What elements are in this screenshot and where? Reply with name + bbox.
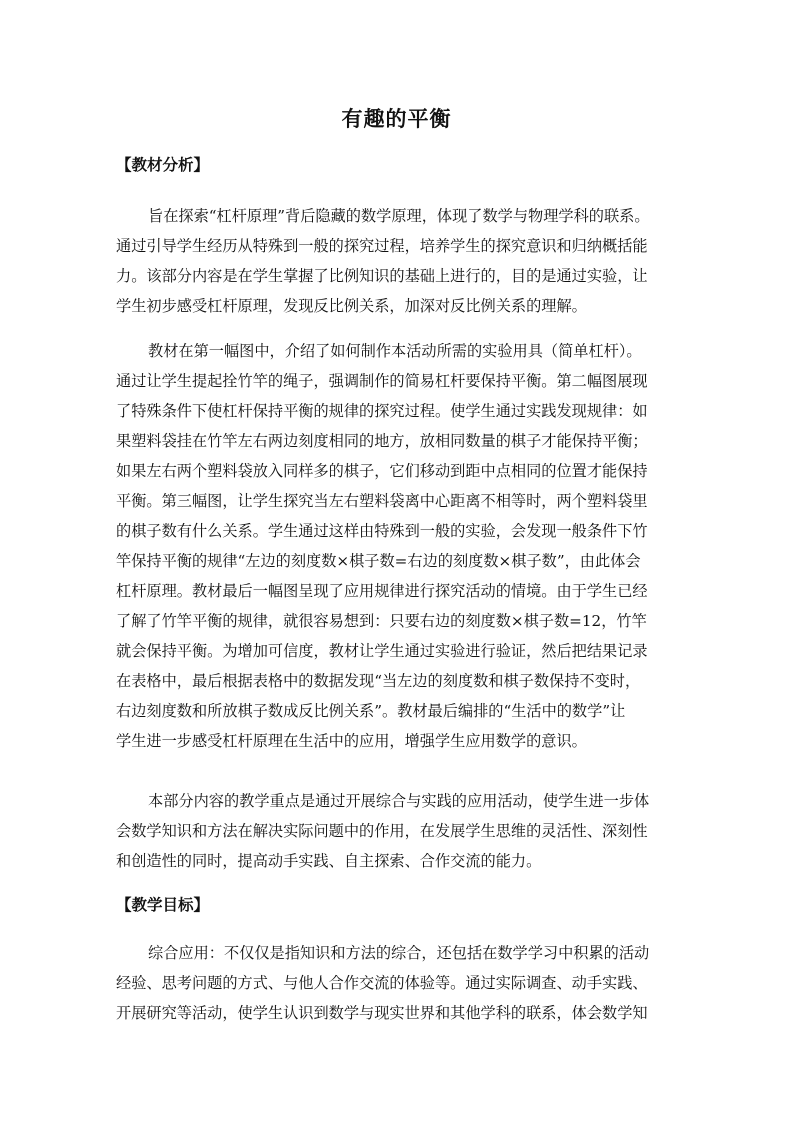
paragraph-4: [116, 938, 676, 1028]
text-line: 综合应用：不仅仅是指知识和方法的综合，还包括在数学学习中积累的活动: [148, 944, 650, 962]
text-line: 在表格中，最后根据表格中的数据发现“当左边的刻度数和棋子数保持不变时，: [116, 672, 641, 690]
text-line: 果塑料袋挂在竹竿左右两边刻度相同的地方，放相同数量的棋子才能保持平衡；: [116, 432, 648, 450]
paragraph-2: [116, 336, 676, 756]
text-line: 杠杆原理。教材最后一幅图呈现了应用规律进行探究活动的情境。由于学生已经: [116, 582, 648, 600]
text-line: 如果左右两个塑料袋放入同样多的棋子，它们移动到距中点相同的位置才能保持: [116, 462, 648, 480]
text-line: 和创造性的同时，提高动手实践、自主探索、合作交流的能力。: [116, 852, 542, 870]
document-title: 有趣的平衡: [341, 106, 452, 131]
text-line: 力。该部分内容是在学生掌握了比例知识的基础上进行的，目的是通过实验，让: [116, 267, 648, 285]
text-line: 平衡。第三幅图，让学生探究当左右塑料袋离中心距离不相等时，两个塑料袋里: [116, 492, 648, 510]
text-line: 了解了竹竿平衡的规律，就很容易想到：只要右边的刻度数×棋子数=12，竹竿: [116, 612, 647, 630]
text-line: 开展研究等活动，使学生认识到数学与现实世界和其他学科的联系，体会数学知: [116, 1004, 648, 1022]
text-line: 会数学知识和方法在解决实际问题中的作用，在发展学生思维的灵活性、深刻性: [116, 822, 648, 840]
text-line: 就会保持平衡。为增加可信度，教材让学生通过实验进行验证，然后把结果记录: [116, 642, 648, 660]
section-heading-textbook-analysis: 【教材分析】: [116, 155, 210, 174]
text-line: 了特殊条件下使杠杆保持平衡的规律的探究过程。使学生通过实践发现规律：如: [116, 402, 648, 420]
text-line: 学生初步感受杠杆原理，发现反比例关系，加深对反比例关系的理解。: [116, 297, 587, 315]
text-line: 右边刻度数和所放棋子数成反比例关系”。教材最后编排的“生活中的数学”让: [116, 702, 626, 720]
text-line: 旨在探索“杠杆原理”背后隐藏的数学原理，体现了数学与物理学科的联系。: [148, 207, 650, 225]
text-line: 教材在第一幅图中，介绍了如何制作本活动所需的实验用具（简单杠杆）。: [148, 342, 642, 360]
paragraph-1: [116, 201, 676, 321]
text-line: 本部分内容的教学重点是通过开展综合与实践的应用活动，使学生进一步体: [148, 792, 650, 810]
text-line: 经验、思考问题的方式、与他人合作交流的体验等。通过实际调查、动手实践、: [116, 974, 648, 992]
text-line: 通过引导学生经历从特殊到一般的探究过程，培养学生的探究意识和归纳概括能: [116, 237, 648, 255]
text-line: 的棋子数有什么关系。学生通过这样由特殊到一般的实验，会发现一般条件下竹: [116, 522, 648, 540]
text-line: 竿保持平衡的规律“左边的刻度数×棋子数=右边的刻度数×棋子数”，由此体会: [116, 552, 641, 570]
paragraph-3: [116, 786, 676, 876]
text-line: 通过让学生提起拴竹竿的绳子，强调制作的简易杠杆要保持平衡。第二幅图展现: [116, 372, 648, 390]
text-line: 学生进一步感受杠杆原理在生活中的应用，增强学生应用数学的意识。: [116, 732, 587, 750]
section-heading-teaching-objectives: 【教学目标】: [116, 895, 210, 914]
